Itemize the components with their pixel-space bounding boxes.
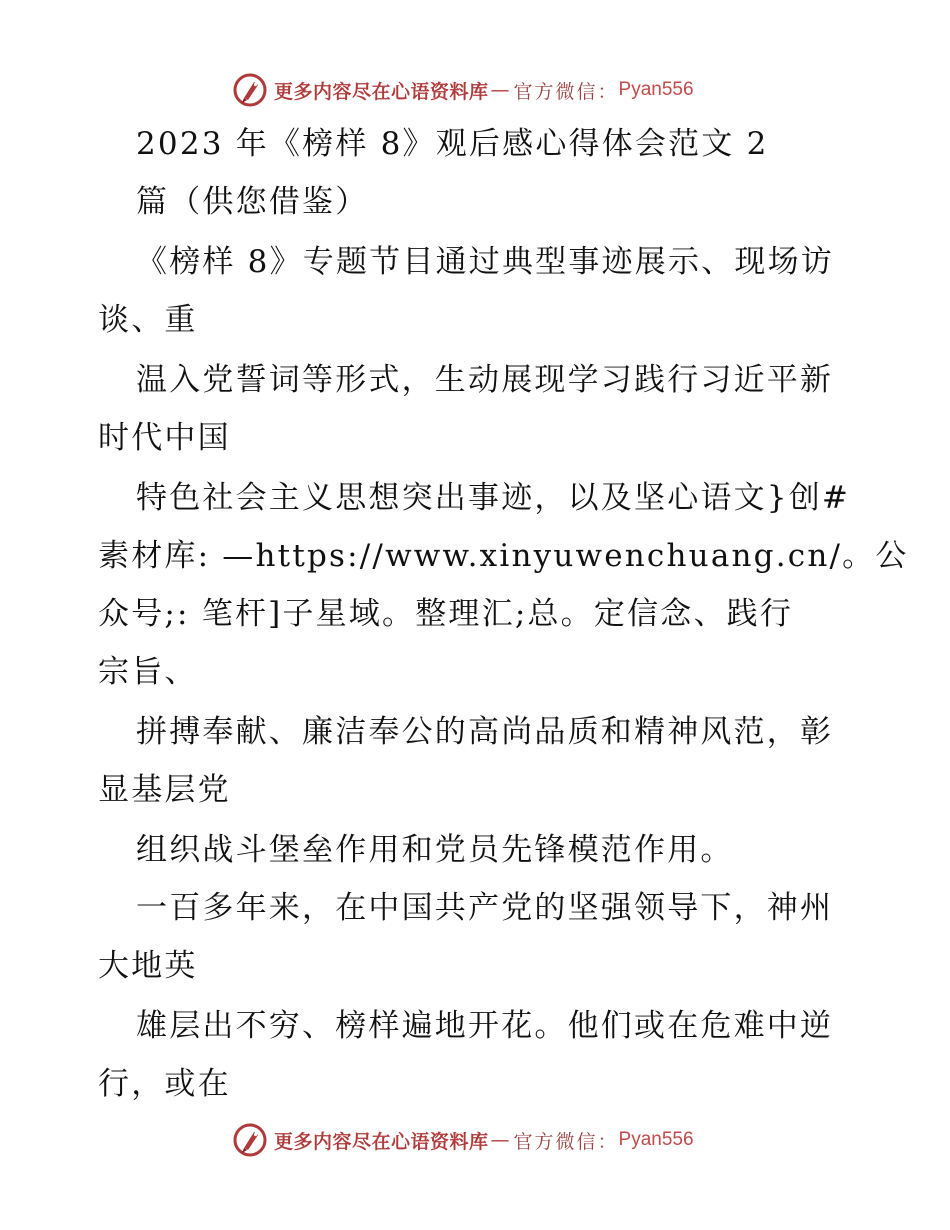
footer-official-label: 官方微信： <box>513 1130 619 1153</box>
pen-nib-logo-icon <box>232 72 268 108</box>
pen-nib-logo-icon <box>232 1122 268 1158</box>
document-title-line-1: 2023 年《榜样 8》观后感心得体会范文 2 <box>136 126 769 162</box>
paragraph-line: 大地英 <box>98 948 198 984</box>
paragraph-line: 众号;: 笔杆]子星域。整理汇;总。定信念、践行 <box>98 596 794 632</box>
paragraph-line: 行，或在 <box>98 1066 231 1102</box>
header-separator: — <box>490 79 510 101</box>
header-official-label: 官方微信： <box>513 80 619 103</box>
header-account-id: Pyan556 <box>618 79 694 100</box>
footer-separator: — <box>490 1129 510 1151</box>
paragraph-line: 特色社会主义思想突出事迹，以及坚心语文}创# <box>136 480 851 516</box>
paragraph-line: 时代中国 <box>98 420 231 456</box>
paragraph-line: 组织战斗堡垒作用和党员先锋模范作用。 <box>136 832 734 868</box>
paragraph-line: 拼搏奉献、廉洁奉公的高尚品质和精神风范，彰 <box>136 714 834 750</box>
footer-account-id: Pyan556 <box>618 1129 694 1150</box>
paragraph-line: 宗旨、 <box>98 654 198 690</box>
document-title-line-2: 篇（供您借鉴） <box>136 184 369 220</box>
paragraph-line: 显基层党 <box>98 772 231 808</box>
paragraph-line: 一百多年来，在中国共产党的坚强领导下，神州 <box>136 890 834 926</box>
paragraph-line: 雄层出不穷、榜样遍地开花。他们或在危难中逆 <box>136 1008 834 1044</box>
paragraph-line: 素材库: —https://www.xinyuwenchuang.cn/。公 <box>98 538 909 574</box>
header-brand-text: 更多内容尽在心语资料库 <box>274 80 489 103</box>
footer-banner <box>232 1118 694 1162</box>
header-banner <box>232 68 694 112</box>
paragraph-line: 《榜样 8》专题节目通过典型事迹展示、现场访 <box>136 244 834 280</box>
footer-brand-text: 更多内容尽在心语资料库 <box>274 1130 489 1153</box>
paragraph-line: 温入党誓词等形式，生动展现学习践行习近平新 <box>136 362 834 398</box>
paragraph-line: 谈、重 <box>98 302 198 338</box>
